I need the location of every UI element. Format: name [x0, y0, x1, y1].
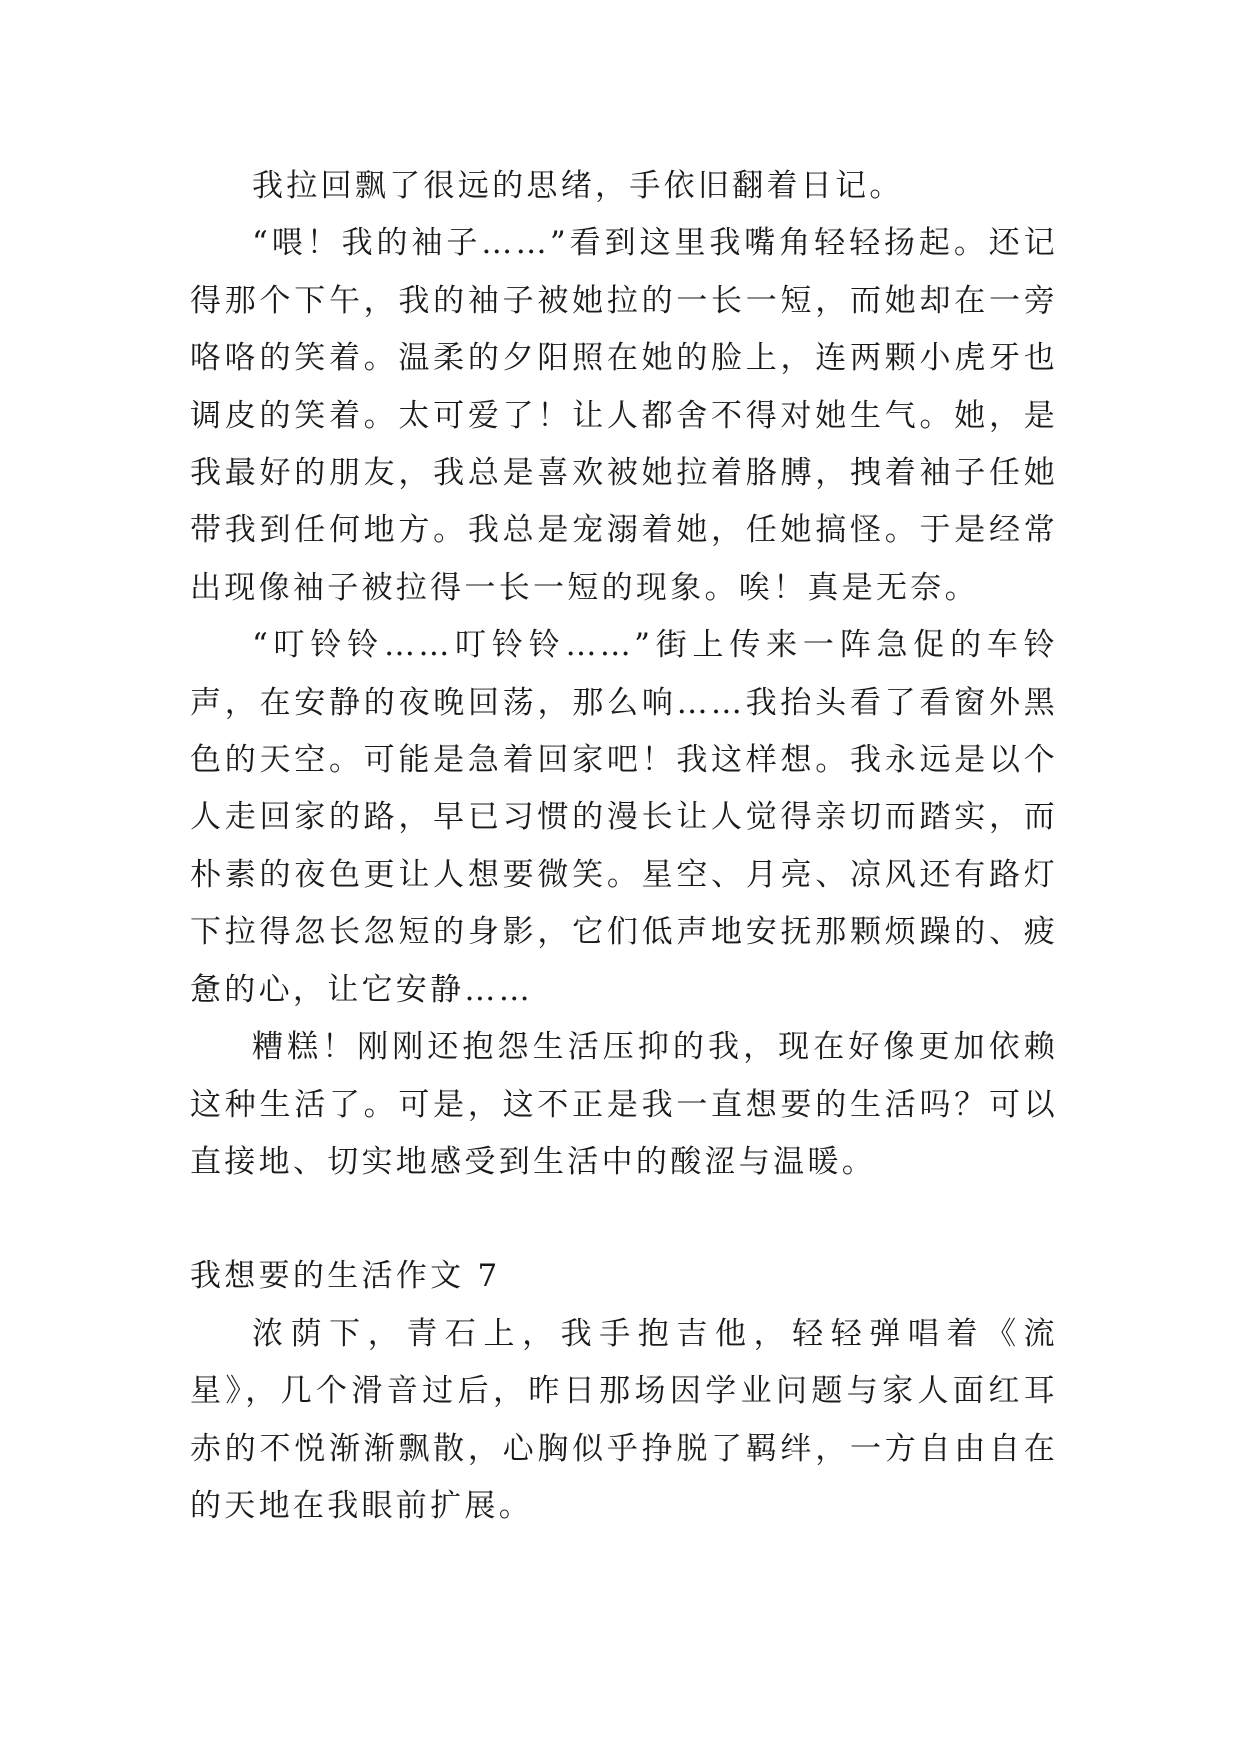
- paragraph: “叮铃铃……叮铃铃……”街上传来一阵急促的车铃声，在安静的夜晚回荡，那么响……我抬头看了看窗外黑色的天空。可能是急着回家吧！我这样想。我永远是以个人走回家的路，早已习惯的漫长让人觉得亲切而踏实，而朴素的夜色更让人想要微笑。星空、月亮、凉风还有路灯下拉得忽长忽短的身影，它们低声地安抚那颗烦躁的、疲惫的心，让它安静……: [190, 627, 1058, 1008]
- paragraph: 浓荫下，青石上，我手抱吉他，轻轻弹唱着《流星》，几个滑音过后，昨日那场因学业问题与家人面红耳赤的不悦渐渐飘散，心胸似乎挣脱了羁绊，一方自由自在的天地在我眼前扩展。: [190, 1315, 1058, 1524]
- section-heading: 我想要的生活作文 7: [190, 1258, 501, 1295]
- paragraph: “喂！我的袖子……”看到这里我嘴角轻轻扬起。还记得那个下午，我的袖子被她拉的一长一短，而她却在一旁咯咯的笑着。温柔的夕阳照在她的脸上，连两颗小虎牙也调皮的笑着。太可爱了！让人都舍不得对她生气。她，是我最好的朋友，我总是喜欢被她拉着胳膊，拽着袖子任她带我到任何地方。我总是宠溺着她，任她搞怪。于是经常出现像袖子被拉得一长一短的现象。唉！真是无奈。: [190, 225, 1058, 606]
- paragraph: 我拉回飘了很远的思绪，手依旧翻着日记。: [252, 168, 904, 204]
- document-body: [190, 158, 1058, 1535]
- paragraph: 糟糕！刚刚还抱怨生活压抑的我，现在好像更加依赖这种生活了。可是，这不正是我一直想要的生活吗？可以直接地、切实地感受到生活中的酸涩与温暖。: [190, 1029, 1058, 1180]
